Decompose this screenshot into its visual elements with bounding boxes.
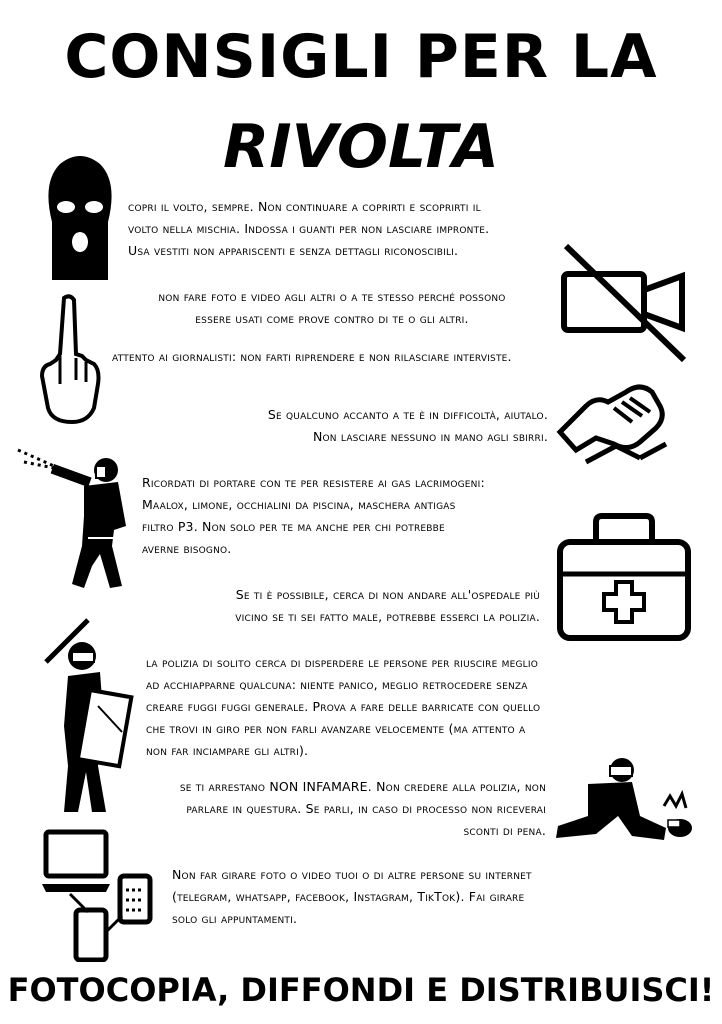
page-title-line1: CONSIGLI PER LA — [64, 22, 658, 92]
tip-1: copri il volto, sempre. Non continuare a coprirti e scoprirti il volto nella mischia. Indossa i guanti per non lasciare impronte. Usa vestiti non appariscenti e senza dettagli riconoscibili. — [128, 199, 490, 258]
devices-icon — [42, 828, 154, 962]
spray-person-icon — [14, 446, 134, 592]
tip-8: se ti arrestano NON INFAMARE. Non credere alla polizia, non parlare in questura. Se parli, in caso di processo non riceverai sconti di pena. — [179, 779, 546, 838]
tip-2: non fare foto e video agli altri o a te stesso perché possono essere usati come prove contro di te o gli altri. — [158, 289, 506, 326]
tip-4: Se qualcuno accanto a te è in difficoltà, aiutalo. Non lasciare nessuno in mano agli sbirri. — [267, 407, 548, 444]
tip-9: Non far girare foto o video tuoi o di altre persone su internet (telegram, whatsapp, facebook, Instagram, TikTok). Fai girare solo gli appuntamenti. — [172, 867, 532, 926]
arrest-icon — [548, 756, 698, 848]
tip-5: Ricordati di portare con te per resistere ai gas lacrimogeni: Maalox, limone, occhialini da piscina, maschera antigas filtro P3. Non solo per te ma anche per chi potrebbe averne bisogno. — [142, 475, 485, 556]
tip-6: Se ti è possibile, cerca di non andare all'ospedale più vicino se ti sei fatto male, potrebbe esserci la polizia. — [235, 587, 540, 624]
footer-call-to-action: FOTOCOPIA, DIFFONDI E DISTRIBUISCI! — [7, 971, 715, 1009]
handshake-icon — [556, 372, 686, 472]
first-aid-kit-icon — [556, 512, 692, 642]
balaclava-icon — [40, 152, 120, 280]
tip-7: la polizia di solito cerca di disperdere le persone per riuscire meglio ad acchiapparne qualcuna: niente panico, meglio retrocedere senza creare fuggi fuggi generale. Prova a fare delle barricate con quello che trovi in giro per non farli avanzare velocemente (ma attento a non far inciampare gli altri). — [146, 655, 541, 758]
tip-3: attento ai giornalisti: non farti riprendere e non rilasciare interviste. — [112, 349, 512, 364]
middle-finger-icon — [38, 294, 104, 426]
page-title-line2: RIVOLTA — [223, 112, 499, 182]
